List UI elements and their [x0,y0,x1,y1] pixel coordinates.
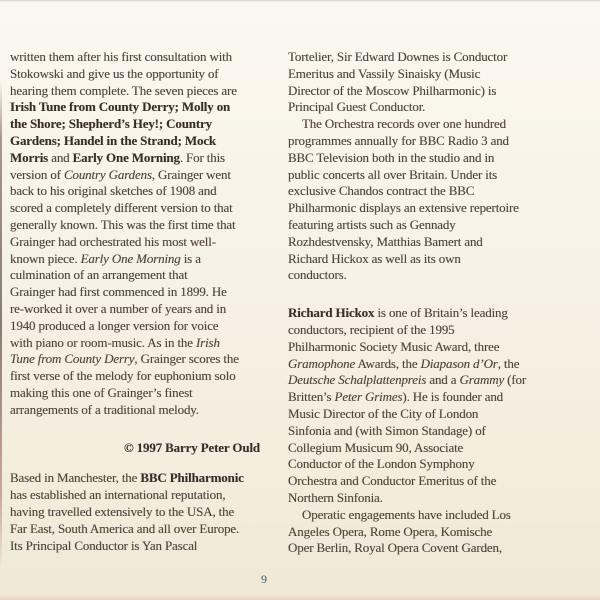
text-line [10,83,260,100]
paragraph-spacer [288,284,538,305]
text-line [10,301,260,318]
scan-edge-left [0,80,2,570]
text-segment: first verse of the melody for euphonium solo [10,368,236,384]
text-segment: featuring artists such as Gennady [288,216,456,232]
text-segment: Stokowski and give us the opportunity of [10,65,219,81]
text-line [288,150,538,167]
text-line [10,504,260,521]
text-segment: 1940 produced a longer version for voice [10,317,219,333]
text-segment: Director of the Moscow Philharmonic) is [288,82,497,98]
left-text-column [10,49,260,554]
text-line [288,507,538,524]
text-line [288,200,538,217]
text-line [10,116,260,133]
text-segment: Philharmonic displays an extensive repertoire [288,200,519,216]
text-segment: Its Principal Conductor is Yan Pascal [10,537,198,553]
text-segment: Diapason d’Or [420,355,498,371]
text-segment: Conductor of the London Symphony [288,456,475,472]
text-line [288,440,538,457]
text-line [10,200,260,217]
text-line [288,305,538,322]
text-line [288,267,538,284]
text-line [288,116,538,133]
text-segment: The Orchestra records over one hundred [302,116,507,132]
text-segment: ). He is founder and [402,389,504,405]
text-line [288,66,538,83]
copyright-credit [10,440,260,457]
text-segment: and a [426,372,460,388]
text-line [288,490,538,507]
text-segment: has established an international reputation, [10,487,226,503]
text-line [288,217,538,234]
text-segment: Tune from County Derry [10,351,135,367]
text-segment: Based in Manchester, the [10,470,141,486]
text-line [10,167,260,184]
text-segment: generally known. This was the first time that [10,216,236,232]
text-segment: known piece. [10,250,81,266]
text-segment: hearing them complete. The seven pieces are [10,82,237,98]
text-line [288,133,538,150]
text-line [10,487,260,504]
scan-edge-top [0,0,600,2]
text-segment: (for [504,372,527,388]
text-line [10,234,260,251]
page-number: 9 [261,572,267,586]
text-line [288,339,538,356]
text-segment: programmes annually for BBC Radio 3 and [288,132,509,148]
text-line [288,372,538,389]
text-line [288,389,538,406]
text-segment: version of [10,166,64,182]
text-segment: Country Gardens [63,166,152,182]
text-segment: Irish [195,334,220,350]
paragraph-spacer [10,419,260,440]
text-segment: making this one of Grainger’s finest [10,384,193,400]
text-line [288,473,538,490]
text-line [288,322,538,339]
text-segment: is a [180,250,201,266]
text-segment: back to his original sketches of 1908 and [10,183,217,199]
text-segment: is one of Britain’s leading [374,305,508,321]
text-segment: Richard Hickox as well as its own [288,250,461,266]
text-segment: conductors, recipient of the 1995 [288,321,455,337]
text-segment: conductors. [288,267,347,283]
text-segment: BBC Philharmonic [140,470,244,486]
text-segment: Awards, the [355,355,421,371]
text-segment: . For this [179,149,225,165]
text-segment: the Shore; Shepherd’s Hey!; Country [10,116,213,132]
text-line [10,99,260,116]
text-segment: Operatic engagements have included Los [302,506,511,522]
text-line [288,423,538,440]
text-segment: Gramophone [288,355,356,371]
text-line [288,356,538,373]
text-segment: Tortelier, Sir Edward Downes is Conductor [288,49,508,64]
text-line [10,150,260,167]
text-segment: Morris [10,149,49,165]
text-segment: having travelled extensively to the USA, the [10,503,235,519]
text-segment: exclusive Chandos contract the BBC [288,183,475,199]
text-segment: Emeritus and Vassily Sinaisky (Music [288,65,481,81]
text-segment: re-worked it over a number of years and in [10,300,227,316]
text-line [10,470,260,487]
text-line [10,267,260,284]
text-segment: written them after his first consultation with [10,49,232,64]
paragraph-spacer [10,456,260,470]
text-segment: and [48,149,73,165]
text-segment: © 1997 Barry Peter Ould [123,439,260,455]
right-text-column [288,49,538,557]
text-line [288,234,538,251]
text-segment: Orchestra and Conductor Emeritus of the [288,473,497,489]
text-line [10,284,260,301]
text-segment: Angeles Opera, Rome Opera, Komische [288,523,493,539]
text-line [288,540,538,557]
text-line [10,66,260,83]
text-segment: with piano or room-music. As in the [10,334,196,350]
text-line [288,49,538,66]
text-line [288,251,538,268]
text-segment: Collegium Musicum 90, Associate [288,439,464,455]
scan-edge-bottom [0,595,600,600]
text-segment: Gardens; Handel in the Strand; Mock [10,132,217,148]
text-segment: Early One Morning [80,250,181,266]
text-segment: public concerts all over Britain. Under its [288,166,498,182]
text-line [10,402,260,419]
text-segment: , the [497,355,520,371]
text-segment: Grammy [459,372,505,388]
text-line [288,183,538,200]
text-line [10,318,260,335]
text-segment: Britten’s [288,389,335,405]
text-segment: , Grainger went [151,166,231,182]
text-line [10,335,260,352]
text-line [288,83,538,100]
text-line [10,521,260,538]
text-line [288,99,538,116]
text-line [10,251,260,268]
text-line [10,538,260,555]
text-segment: Early One Morning [72,149,180,165]
text-segment: Philharmonic Society Music Award, three [288,338,500,354]
text-line [288,167,538,184]
text-segment: Far East, South America and all over Europe. [10,520,240,536]
text-segment: culmination of an arrangement that [10,267,188,283]
text-line [288,524,538,541]
text-segment: Irish Tune from County Derry; Molly on [10,99,231,115]
text-line [10,368,260,385]
text-line [10,351,260,368]
text-segment: Oper Berlin, Royal Opera Covent Garden, [288,540,503,556]
text-segment: Northern Sinfonia. [288,489,383,505]
text-line [10,385,260,402]
text-segment: Sinfonia and (with Simon Standage) of [288,422,486,438]
text-segment: Grainger had orchestrated his most well- [10,233,216,249]
text-segment: Richard Hickox [288,305,375,321]
text-segment: scored a completely different version to that [10,200,233,216]
text-line [10,49,260,66]
text-segment: Principal Guest Conductor. [288,99,426,115]
text-segment: Grainger had first commenced in 1899. He [10,284,227,300]
text-line [288,406,538,423]
text-segment: BBC Television both in the studio and in [288,149,495,165]
text-line [10,217,260,234]
text-segment: Peter Grimes [334,389,403,405]
text-segment: arrangements of a traditional melody. [10,401,199,417]
text-segment: Rozhdestvensky, Matthias Bamert and [288,233,483,249]
text-segment: Music Director of the City of London [288,405,479,421]
text-segment: Deutsche Schalplattenpreis [288,372,427,388]
text-line [10,133,260,150]
text-line [288,456,538,473]
text-segment: , Grainger scores the [134,351,239,367]
text-line [10,183,260,200]
